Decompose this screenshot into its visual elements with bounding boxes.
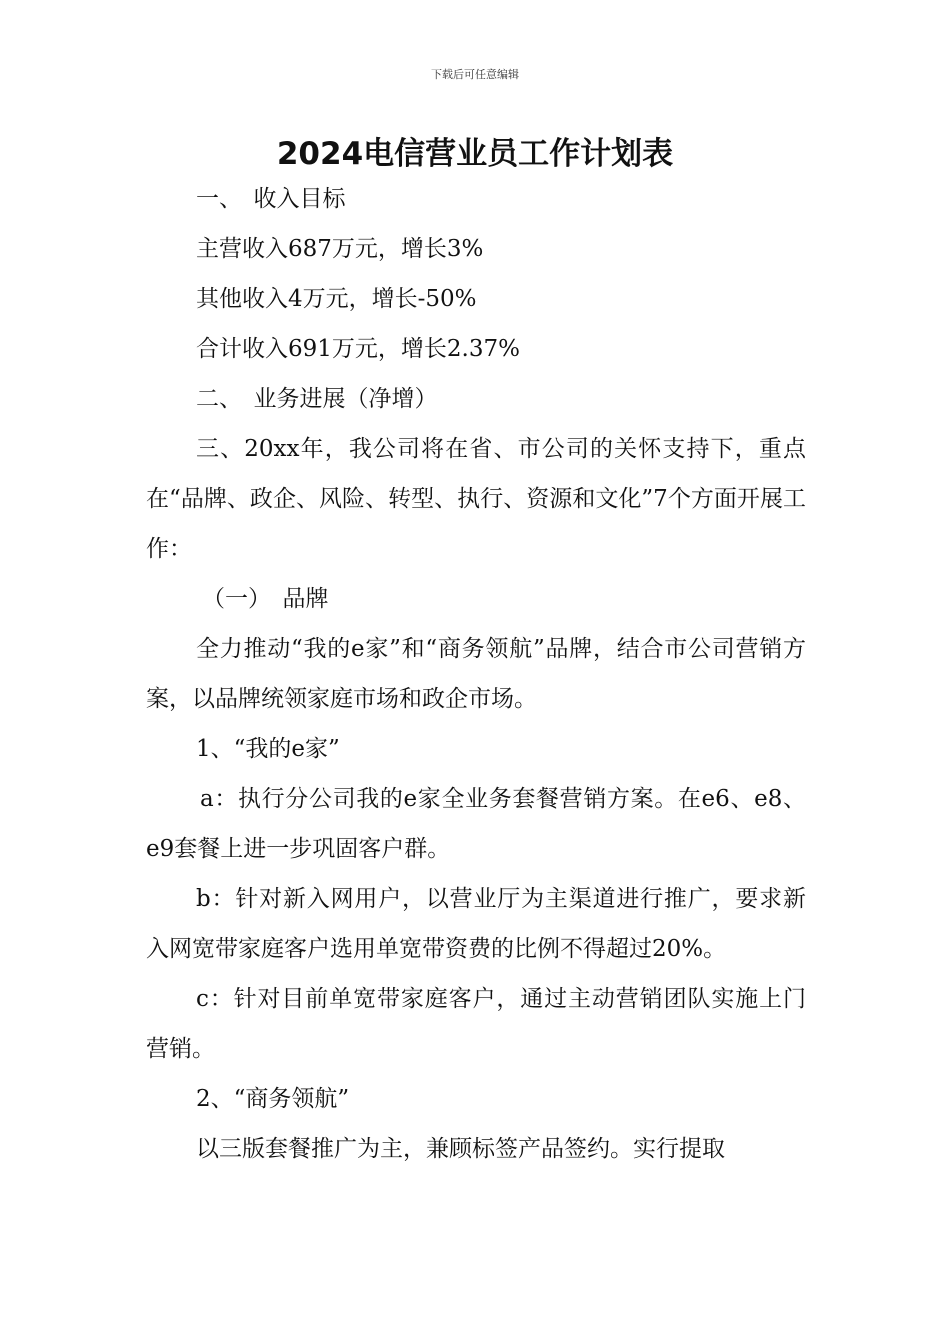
brand-paragraph: 全力推动“我的e家”和“商务领航”品牌，结合市公司营销方案，以品牌统领家庭市场和政企市场。 <box>146 636 806 712</box>
header-note: 下载后可任意编辑 <box>431 68 519 81</box>
item-a-paragraph: a：执行分公司我的e家全业务套餐营销方案。在e6、e8、e9套餐上进一步巩固客户群。 <box>146 786 806 862</box>
item-heading-business-navigator: 2、“商务领航” <box>196 1086 350 1112</box>
other-income-line: 其他收入4万元，增长-50% <box>196 286 477 312</box>
document-title: 2024电信营业员工作计划表 <box>276 136 674 172</box>
document-body <box>146 174 806 1174</box>
item-heading-my-e-home: 1、“我的e家” <box>196 736 340 762</box>
subsection-heading-brand: （一） 品牌 <box>202 586 329 612</box>
main-income-line: 主营收入687万元，增长3% <box>196 236 484 262</box>
item-b-paragraph: b：针对新入网用户，以营业厅为主渠道进行推广，要求新入网宽带家庭客户选用单宽带资费的比例不得超过20%。 <box>146 886 806 962</box>
item-c-paragraph: c：针对目前单宽带家庭客户，通过主动营销团队实施上门营销。 <box>146 986 806 1062</box>
business-navigator-paragraph: 以三版套餐推广为主，兼顾标签产品签约。实行提取 <box>196 1136 725 1162</box>
total-income-line: 合计收入691万元，增长2.37% <box>196 336 520 362</box>
section-heading-business-progress: 二、 业务进展（净增） <box>196 386 438 412</box>
section-heading-income-target: 一、 收入目标 <box>196 186 346 212</box>
section-three-paragraph: 三、20xx年，我公司将在省、市公司的关怀支持下，重点在“品牌、政企、风险、转型、执行、资源和文化”7个方面开展工作： <box>146 436 806 562</box>
